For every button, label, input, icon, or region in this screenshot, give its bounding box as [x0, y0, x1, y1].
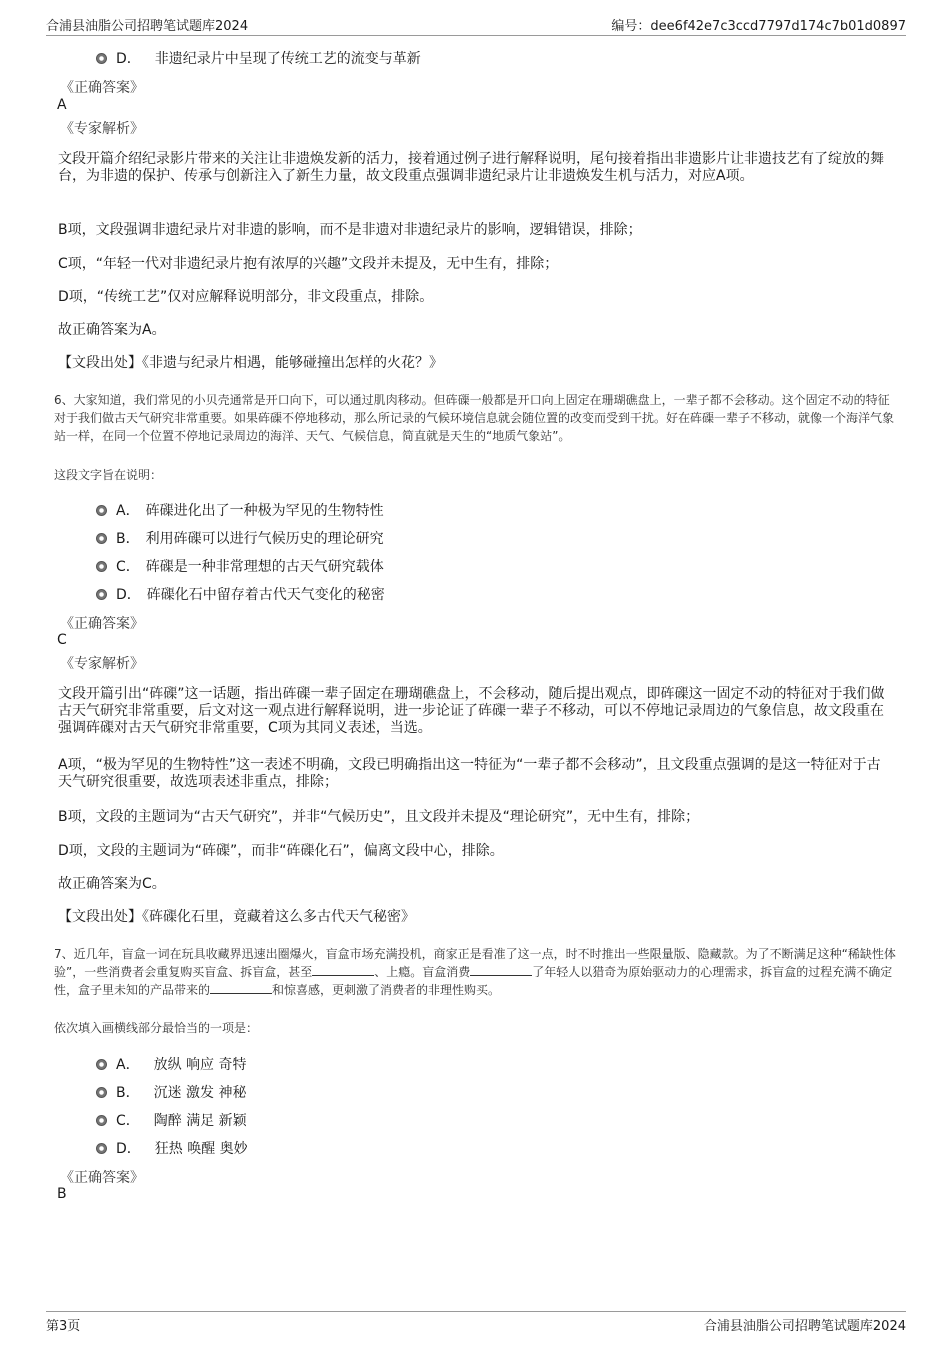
- q6-conclusion: 故正确答案为C。: [58, 876, 166, 892]
- option-text: 放纵 响应 奇特: [153, 1057, 247, 1073]
- option-letter: C．: [116, 559, 140, 575]
- q5-analysis-para: D项，“传统工艺”仅对应解释说明部分，非文段重点，排除。: [58, 289, 434, 305]
- q6-analysis-label: 《专家解析》: [60, 656, 144, 672]
- q6-analysis-para: 文段开篇引出“砗磲”这一话题，指出砗磲一辈子固定在珊瑚礁盘上，不会移动，随后提出观点，即砗磲这一固定不动的特征对于我们做古天气研究非常重要，后文对这一观点进行解释说明，进一步论证了砗磲一辈子不移动，可以不停地记录周边的气象信息，故文段重在强调砗磲对古天气研究非常重要，C项为其同义表述，当选。: [58, 686, 885, 736]
- q7-stem-part: 、上瘾。盲盒消费: [374, 965, 471, 979]
- option-letter: A．: [116, 503, 140, 519]
- header-title: 合浦县油脂公司招聘笔试题库2024: [46, 19, 249, 34]
- radio-icon[interactable]: [96, 561, 107, 572]
- option-letter: D．: [116, 587, 141, 603]
- radio-icon[interactable]: [96, 533, 107, 544]
- radio-icon[interactable]: [96, 1115, 107, 1126]
- q5-source: 【文段出处】《非遗与纪录片相遇，能够碰撞出怎样的火花？》: [58, 355, 443, 371]
- q7-stem-part: 7、近几年，盲盒一词在玩具收藏界迅速出圈爆火，盲盒市场充满投机，商家正是看准了这一点，时不时推出一些限量版、隐藏款。为了不断满足这种“稀缺性体验”，一些消费者会重复购买盲盒、拆盲盒，甚至: [54, 947, 896, 979]
- radio-icon[interactable]: [96, 1059, 107, 1070]
- option-letter: A．: [116, 1057, 140, 1073]
- q6-stem: 6、大家知道，我们常见的小贝壳通常是开口向下，可以通过肌肉移动。但砗磲一般都是开口向上固定在珊瑚礁盘上，一辈子都不会移动。这个固定不动的特征对于我们做古天气研究非常重要。如果砗磲不停地移动，那么所记录的气候环境信息就会随位置的改变而受到干扰。好在砗磲一辈子不移动，就像一个海洋气象站一样，在同一个位置不停地记录周边的海洋、天气、气候信息，简直就是天生的“地质气象站”。: [54, 393, 895, 443]
- page-header: [46, 13, 906, 36]
- q7-option-d[interactable]: [96, 1138, 248, 1158]
- q6-analysis-para: B项，文段的主题词为“古天气研究”，并非“气候历史”，且文段并未提及“理论研究”，无中生有，排除；: [58, 809, 700, 825]
- q5-analysis-label: 《专家解析》: [60, 121, 144, 137]
- q7-option-b[interactable]: [96, 1082, 247, 1102]
- q6-option-a[interactable]: [96, 500, 384, 520]
- q5-analysis-para: C项，“年轻一代对非遗纪录片抱有浓厚的兴趣”文段并未提及，无中生有，排除；: [58, 256, 559, 272]
- q7-stem-part: 了年轻人以猎奇为原始驱动力的心理需求，拆盲盒的过程充满不确定性，盒子里未知的产品带来的: [54, 965, 893, 997]
- q7-stem-part: 和惊喜感，更刺激了消费者的非理性购买。: [272, 983, 501, 997]
- q7-option-a[interactable]: [96, 1054, 246, 1074]
- option-letter: C．: [116, 1113, 140, 1129]
- page-footer: [46, 1311, 906, 1336]
- q6-prompt: 这段文字旨在说明：: [54, 468, 163, 482]
- option-text: 沉迷 激发 神秘: [153, 1085, 247, 1101]
- q5-analysis-para: 文段开篇介绍纪录影片带来的关注让非遗焕发新的活力，接着通过例子进行解释说明，尾句接着指出非遗影片让非遗技艺有了绽放的舞台，为非遗的保护、传承与创新注入了新生力量，故文段重点强调非遗纪录片让非遗焕发生机与活力，对应A项。: [58, 151, 884, 184]
- blank-2: [470, 965, 532, 976]
- option-letter: B．: [116, 1085, 140, 1101]
- option-text: 非遗纪录片中呈现了传统工艺的流变与革新: [154, 51, 421, 67]
- q5-conclusion: 故正确答案为A。: [58, 322, 166, 338]
- radio-icon[interactable]: [96, 1143, 107, 1154]
- blank-1: [312, 965, 374, 976]
- option-text: 砗磲化石中留存着古代天气变化的秘密: [146, 587, 385, 603]
- option-text: 砗磲是一种非常理想的古天气研究载体: [145, 559, 384, 575]
- q7-answer-label: 《正确答案》: [60, 1170, 144, 1186]
- option-text: 狂热 唤醒 奥妙: [154, 1141, 248, 1157]
- radio-icon[interactable]: [96, 1087, 107, 1098]
- q6-answer-label: 《正确答案》: [60, 616, 144, 632]
- option-letter: D．: [116, 1141, 141, 1157]
- radio-icon[interactable]: [96, 505, 107, 516]
- q5-answer-label: 《正确答案》: [60, 80, 144, 96]
- q5-analysis-para: B项，文段强调非遗纪录片对非遗的影响，而不是非遗对非遗纪录片的影响，逻辑错误，排除；: [58, 222, 642, 238]
- option-letter: B．: [116, 531, 140, 547]
- q7-answer: B: [57, 1186, 67, 1202]
- blank-3: [210, 983, 272, 994]
- page-number: 第3页: [46, 1319, 81, 1334]
- q5-option-d[interactable]: [96, 48, 421, 68]
- option-text: 利用砗磲可以进行气候历史的理论研究: [145, 531, 384, 547]
- radio-icon[interactable]: [96, 589, 107, 600]
- option-letter: D．: [116, 51, 141, 67]
- option-text: 砗磲进化出了一种极为罕见的生物特性: [145, 503, 384, 519]
- q6-option-d[interactable]: [96, 584, 385, 604]
- q7-prompt: 依次填入画横线部分最恰当的一项是：: [54, 1021, 259, 1035]
- q6-option-c[interactable]: [96, 556, 384, 576]
- q6-answer: C: [57, 632, 67, 648]
- q6-analysis-para: D项，文段的主题词为“砗磲”，而非“砗磲化石”，偏离文段中心，排除。: [58, 843, 504, 859]
- q6-option-b[interactable]: [96, 528, 384, 548]
- footer-title: 合浦县油脂公司招聘笔试题库2024: [703, 1319, 906, 1334]
- q5-answer: A: [57, 97, 67, 113]
- q6-analysis-para: A项，“极为罕见的生物特性”这一表述不明确，文段已明确指出这一特征为“一辈子都不会移动”，且文段重点强调的是这一特征对于古天气研究很重要，故选项表述非重点，排除；: [58, 757, 881, 790]
- option-text: 陶醉 满足 新颖: [153, 1113, 247, 1129]
- radio-icon[interactable]: [96, 53, 107, 64]
- q7-stem: [54, 945, 896, 999]
- document-id: 编号：dee6f42e7c3ccd7797d174c7b01d0897: [611, 19, 906, 34]
- q6-source: 【文段出处】《砗磲化石里，竟藏着这么多古代天气秘密》: [58, 909, 415, 925]
- q7-option-c[interactable]: [96, 1110, 247, 1130]
